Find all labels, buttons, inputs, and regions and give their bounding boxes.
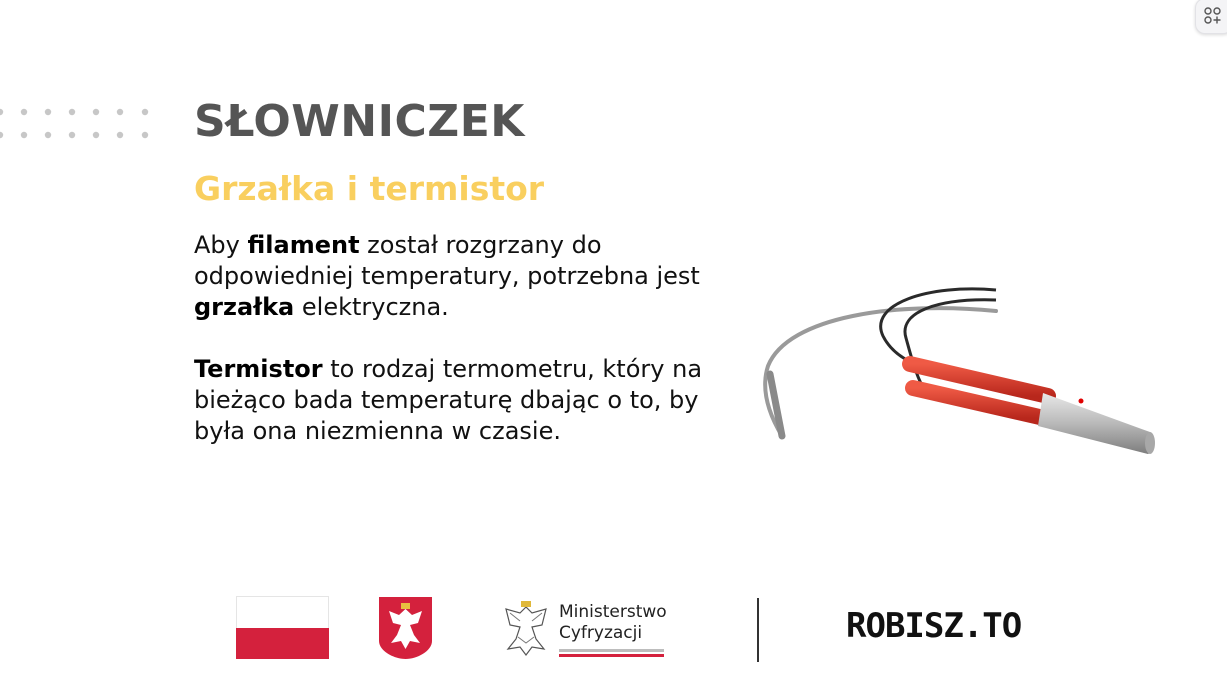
paragraph-thermistor — [194, 354, 754, 447]
polish-coat-of-arms-icon — [377, 595, 434, 661]
bold-term-filament: filament — [247, 231, 360, 259]
ministry-underline — [559, 649, 664, 657]
ministry-eagle-icon — [498, 597, 554, 657]
text: został rozgrzany do odpowiedniej temperatury, potrzebna jest — [194, 231, 700, 290]
ministry-name — [559, 602, 667, 644]
slide-subtitle: Grzałka i termistor — [194, 169, 545, 208]
dot-grid-decoration — [0, 104, 156, 144]
polish-flag — [236, 596, 329, 659]
paragraph-heater — [194, 230, 754, 323]
apps-menu-button[interactable] — [1195, 0, 1227, 34]
slide-title: SŁOWNICZEK — [194, 96, 525, 147]
ministry-line-1: Ministerstwo — [559, 602, 667, 622]
robisz-logo: ROBISZ.TO — [846, 606, 1022, 646]
ministry-line-2: Cyfryzacji — [559, 623, 643, 643]
text: to rodzaj termometru, który na bieżąco bada temperaturę dbając o to, by była ona niezmienna w czasie. — [194, 355, 703, 445]
footer-divider — [757, 598, 759, 662]
bold-term-heater: grzałka — [194, 293, 295, 321]
heater-thermistor-image — [748, 276, 1178, 466]
text: elektryczna. — [294, 293, 449, 321]
apps-add-icon — [1203, 7, 1223, 25]
bold-term-thermistor: Termistor — [194, 355, 323, 383]
text: Aby — [194, 231, 248, 259]
